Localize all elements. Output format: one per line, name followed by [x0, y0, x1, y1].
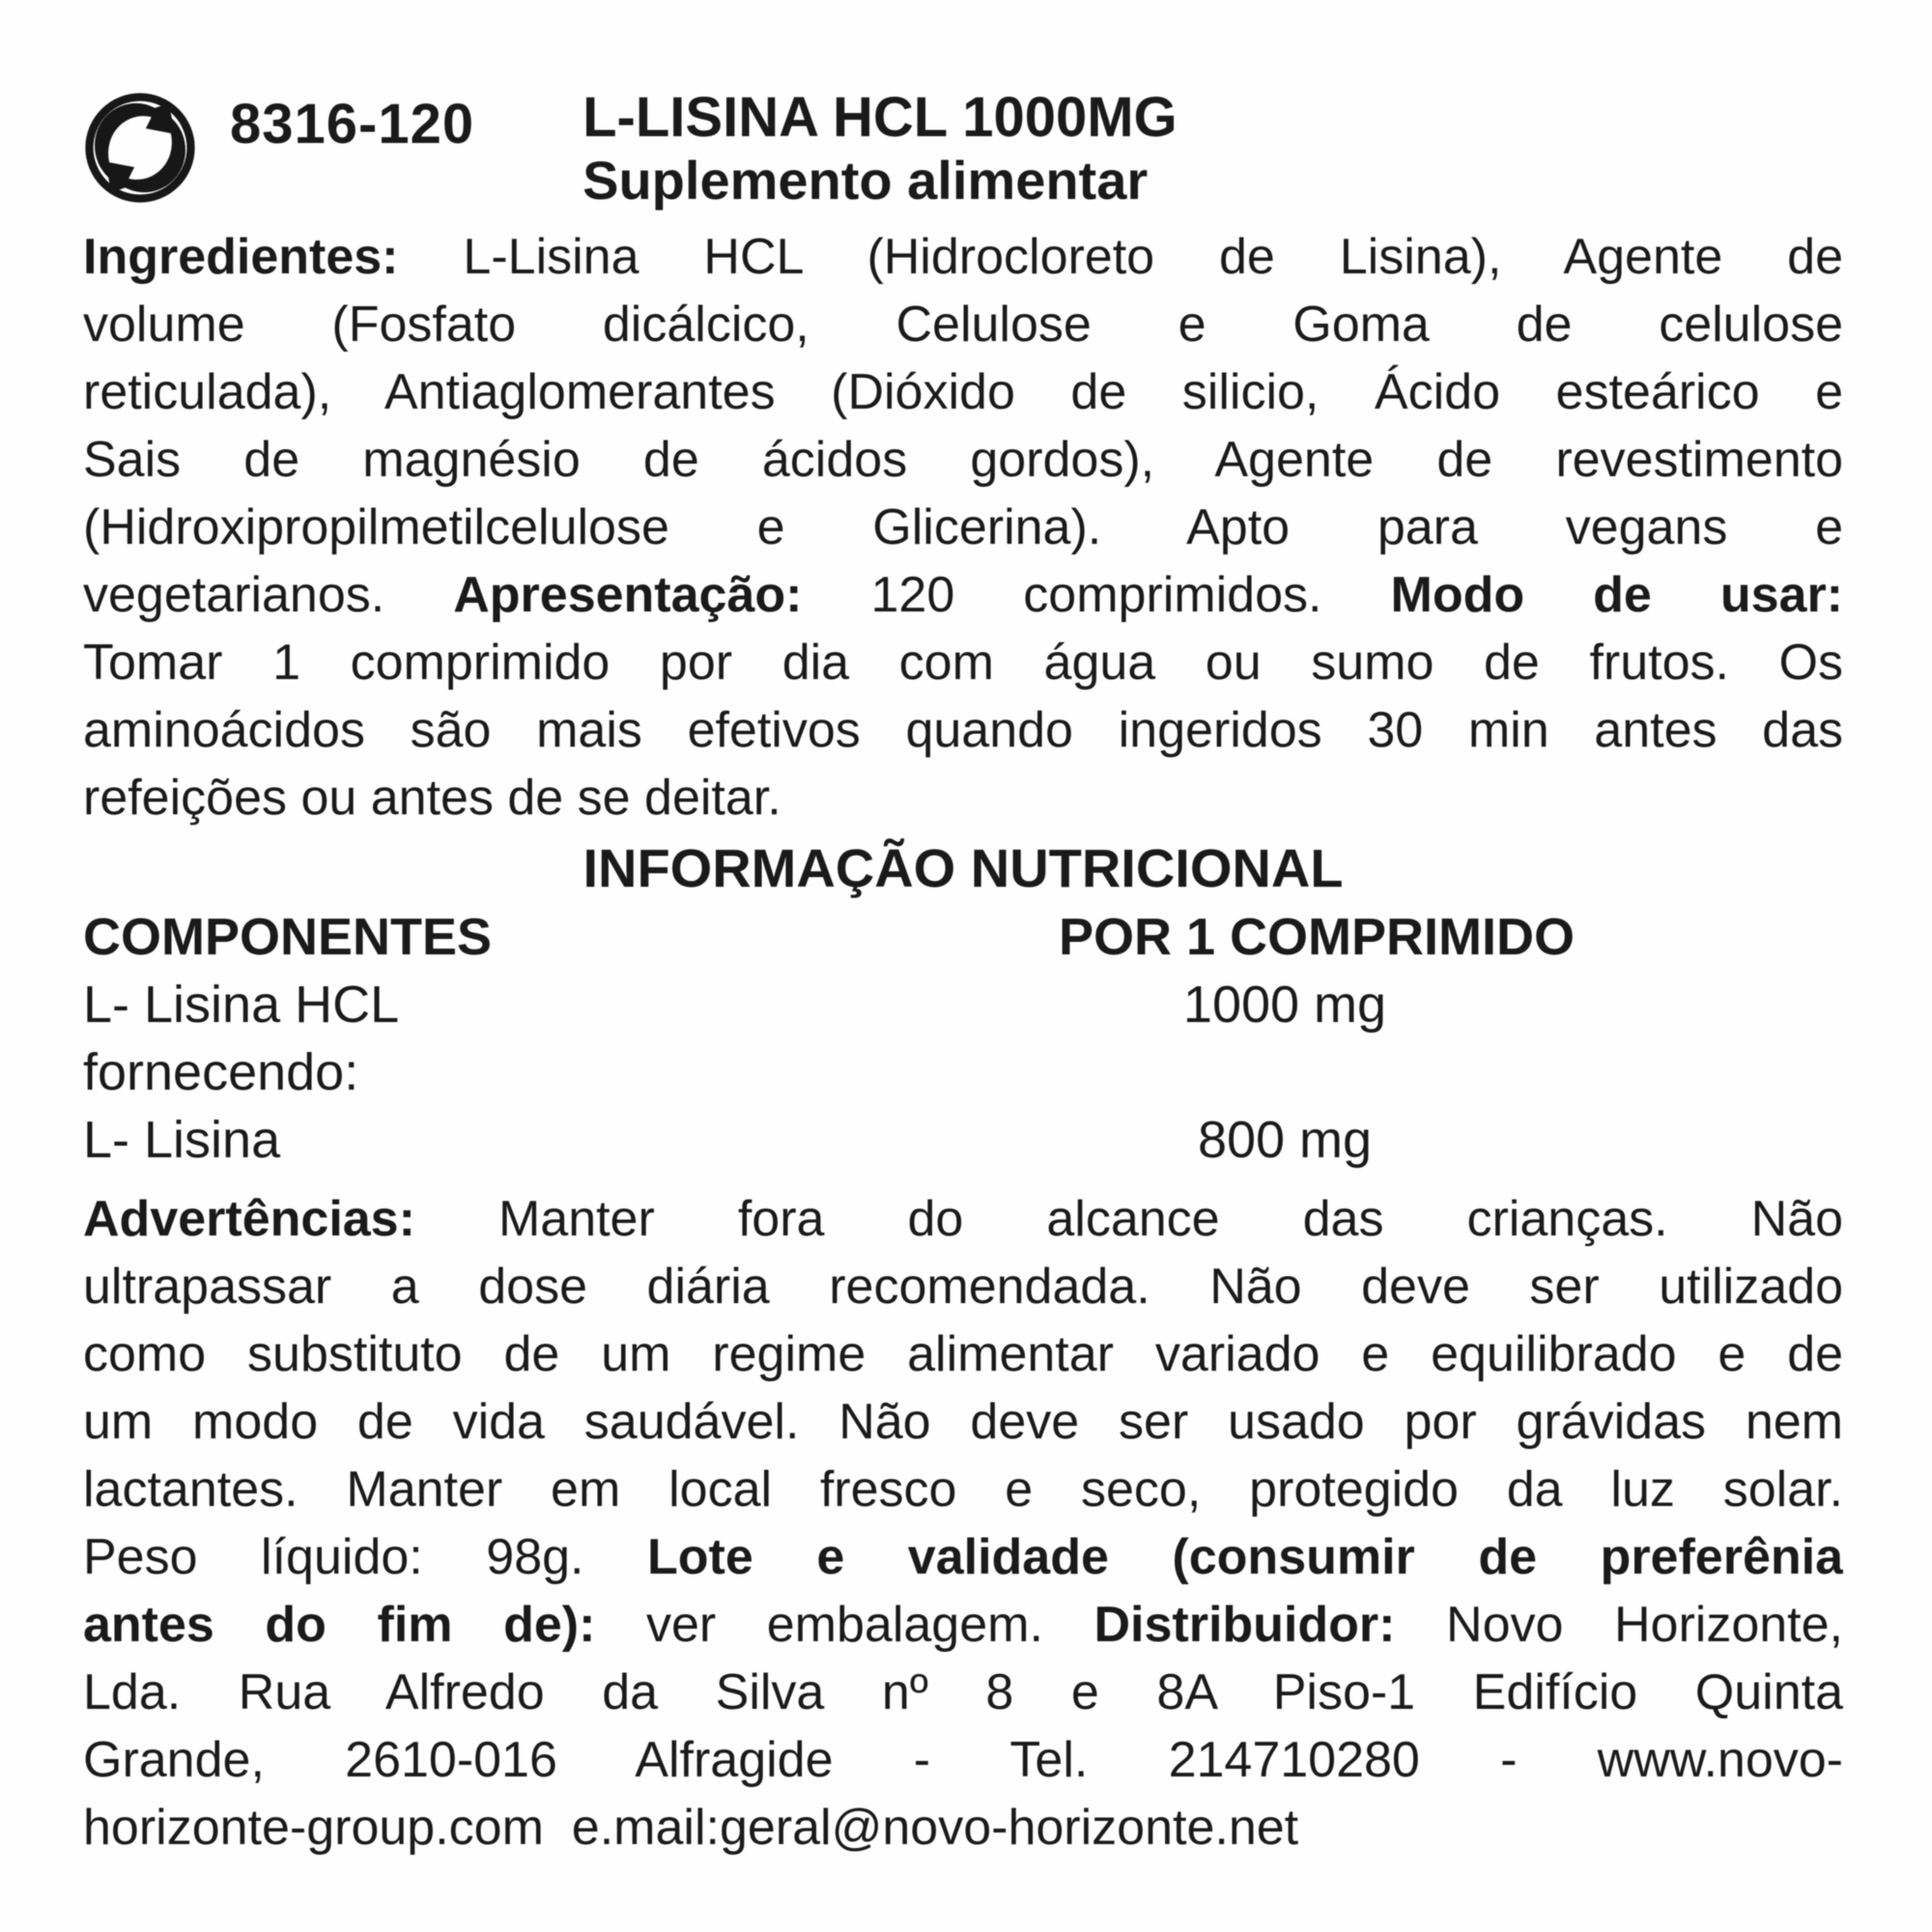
component-name: L- Lisina [83, 1111, 281, 1169]
table-row [83, 1038, 1843, 1106]
product-subtitle: Suplemento alimentar [582, 150, 1149, 211]
component-name: L- Lisina HCL [83, 976, 400, 1034]
product-code: 8316-120 [230, 93, 475, 156]
nutrition-table [83, 903, 1843, 1174]
product-titles [582, 86, 1178, 212]
components-column-header: COMPONENTES [83, 908, 493, 966]
nutrition-table-header [83, 903, 1843, 971]
component-value: 800 mg [1197, 1111, 1373, 1169]
product-title: L-LISINA HCL 1000MG [582, 86, 1178, 149]
component-value [1059, 1038, 1843, 1106]
green-dot-icon [83, 84, 197, 212]
nutrition-heading: INFORMAÇÃO NUTRICIONAL [582, 838, 1344, 898]
per-tablet-column-header: POR 1 COMPRIMIDO [1059, 908, 1576, 966]
table-row [83, 971, 1843, 1038]
component-value: 1000 mg [1182, 976, 1387, 1034]
component-name: fornecendo: [83, 1043, 359, 1101]
warnings-paragraph: Advertências: Manter fora do alcance das crianças. Não ultrapassar a dose diária recomendada. Não deve ser utilizado como substituto de um regime alimentar variado e equilibrado e de um modo de vida saudável. Não deve ser usado por grávidas nem lactantes. Manter em local fresco e seco, protegido da luz solar. Peso líquido: 98g. Lote e validade (consumir de preferênia antes do fim de): ver embalagem. Distribuidor: Novo Horizonte, Lda. Rua Alfredo da Silva nº 8 e 8A Piso-1 Edifício Quinta Grande, 2610-016 Alfragide - Tel. 214710280 - www.novo- horizonte-group.com e.mail:geral@novo-horizonte.net [83, 1191, 1843, 1856]
ingredients-paragraph: Ingredientes: L-Lisina HCL (Hidrocloreto de Lisina), Agente de volume (Fosfato dicálcico, Celulose e Goma de celulose reticulada), Antiaglomerantes (Dióxido de silicio, Ácido esteárico e Sais de magnésio de ácidos gordos), Agente de revestimento (Hidroxipropilmetilcelulose e Glicerina). Apto para vegans e vegetarianos. Apresentação: 120 comprimidos. Modo de usar: Tomar 1 comprimido por dia com água ou sumo de frutos. Os aminoácidos são mais efetivos quando ingeridos 30 min antes das refeições ou antes de se deitar. [83, 229, 1843, 826]
label-header [83, 82, 1843, 212]
table-row [83, 1106, 1843, 1174]
